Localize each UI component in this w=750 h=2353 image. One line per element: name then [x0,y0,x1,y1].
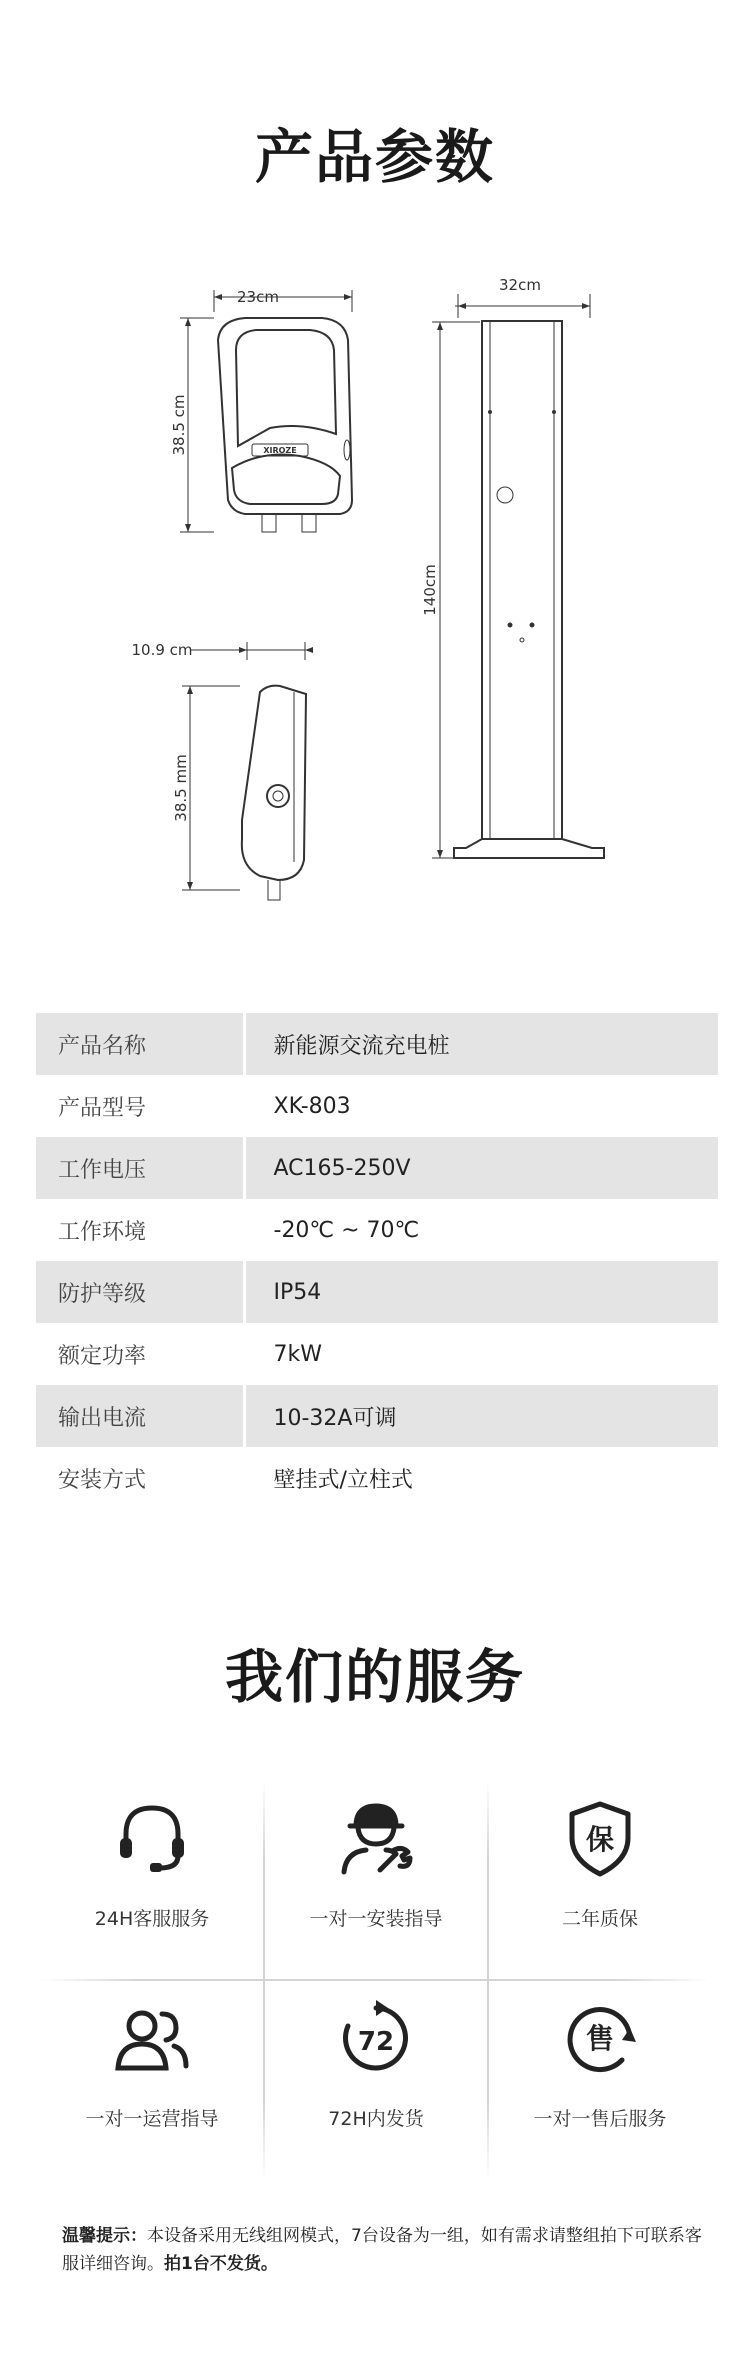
spec-row [36,1323,718,1385]
notice-emphasis: 拍1台不发货。 [164,2254,278,2274]
dim-pillar-width-label: 32cm [499,276,541,294]
section-title-services: 我们的服务 [224,1643,525,1711]
spec-value: IP54 [244,1261,718,1323]
product-dimension-drawing [0,250,750,930]
services-grid [40,1780,712,2180]
after-sale-icon [560,1998,640,2078]
spec-key: 工作电压 [36,1137,244,1199]
dim-height-label: 38.5 cm [170,394,188,456]
spec-key: 产品名称 [36,1013,244,1075]
service-shipping [264,1980,488,2180]
charger-front-view [218,318,352,532]
spec-row [36,1385,718,1447]
service-label: 二年质保 [561,1908,638,1930]
spec-table [36,1013,718,1509]
charger-pillar-view [454,321,604,858]
service-24h-support [40,1780,264,1980]
spec-value: -20℃ ~ 70℃ [273,1217,420,1243]
spec-value: AC165-250V [244,1137,718,1199]
service-operation [40,1980,264,2180]
dim-width-label: 23cm [237,288,279,306]
service-label: 一对一安装指导 [309,1908,443,1930]
spec-key: 工作环境 [36,1199,244,1261]
spec-key: 额定功率 [36,1323,244,1385]
72h-clock-icon [336,1998,416,2078]
spec-row [36,1075,718,1137]
svg-text:72: 72 [357,2027,395,2057]
spec-key: 产品型号 [36,1075,244,1137]
spec-row [36,1261,718,1323]
spec-key: 防护等级 [36,1261,244,1323]
svg-text:售: 售 [585,2022,615,2055]
service-label: 一对一售后服务 [533,2108,667,2130]
spec-key: 输出电流 [36,1385,244,1447]
service-after-sale [488,1980,712,2180]
notice-text: 本设备采用无线组网模式，7台设备为一组，如有需求请整组拍下可联系客服详细咨询。 [62,2226,702,2274]
service-label: 72H内发货 [328,2108,424,2130]
section-title-product-params: 产品参数 [254,123,495,191]
service-installation [264,1780,488,1980]
spec-key: 安装方式 [36,1447,244,1509]
users-icon [112,1998,192,2078]
warranty-shield-icon [560,1798,640,1878]
charger-side-view [242,686,306,900]
notice-label: 温馨提示： [62,2226,147,2246]
service-label: 24H客服服务 [94,1908,210,1930]
spec-value: 新能源交流充电桩 [244,1013,718,1075]
spec-value: 壁挂式/立柱式 [273,1467,413,1493]
spec-row [36,1447,718,1509]
spec-value: 7kW [273,1341,322,1367]
brand-logo-text: XIROZE [263,446,297,455]
headset-icon [112,1798,192,1878]
spec-row [36,1013,718,1075]
service-warranty [488,1780,712,1980]
installer-icon [336,1798,416,1878]
dim-depth-label: 10.9 cm [131,641,193,659]
dim-pillar-height-label: 140cm [421,564,439,616]
service-label: 一对一运营指导 [85,2108,219,2130]
notice [62,2222,702,2278]
spec-value: XK-803 [273,1093,351,1119]
spec-value: 10-32A可调 [244,1385,718,1447]
svg-text:保: 保 [585,1823,615,1856]
spec-row [36,1199,718,1261]
dim-side-height-label: 38.5 mm [172,754,190,822]
spec-row [36,1137,718,1199]
